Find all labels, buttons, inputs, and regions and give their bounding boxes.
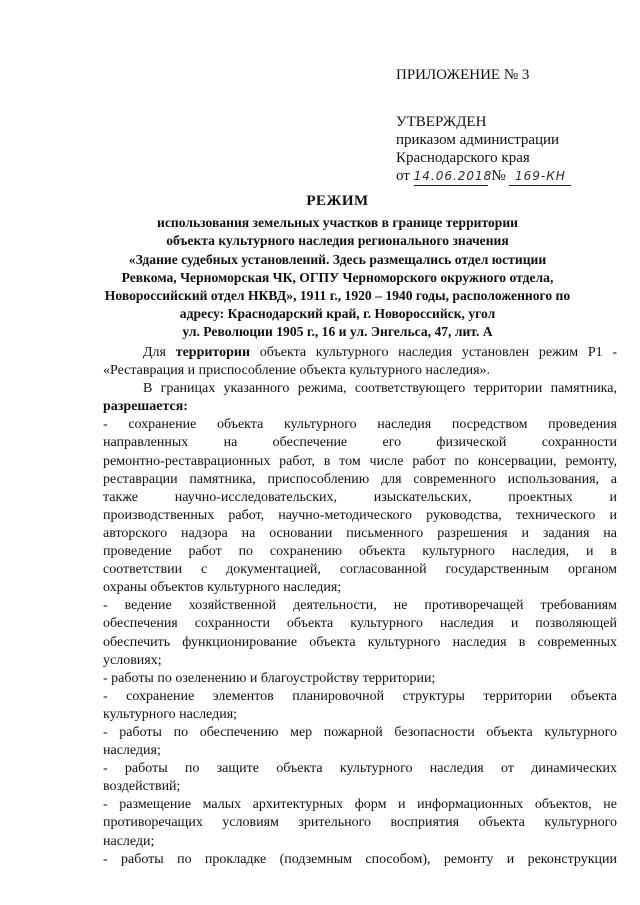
- list-line: культурного наследия;: [103, 706, 238, 722]
- list-line: производственных работ, научно-методического руководства, технического и: [103, 507, 617, 523]
- list-line: - работы по озеленению и благоустройству территории;: [103, 670, 436, 686]
- paragraph-line: В границах указанного режима, соответствующего территории памятника,: [143, 381, 617, 397]
- title-line: Новороссийский отдел НКВД», 1911 г., 1920 – 1940 годы, расположенного по: [104, 288, 571, 304]
- approval-line-2: Краснодарского края: [396, 150, 530, 166]
- title-line: адресу: Краснодарский край, г. Новороссийск, угол: [179, 306, 496, 322]
- list-line: воздействий;: [103, 779, 181, 795]
- list-line: противоречащих условиям зрительного восприятия объекта культурного: [103, 815, 617, 831]
- document-title: [60, 192, 615, 342]
- list-line: условиях;: [103, 652, 162, 668]
- approval-line-1: приказом администрации: [396, 132, 560, 148]
- handwritten-number: 169-КН: [509, 167, 571, 186]
- handwritten-date: 14.06.2018: [414, 167, 488, 186]
- list-line: - ведение хозяйственной деятельности, не противоречащей требованиям: [103, 598, 617, 614]
- list-line: - сохранение элементов планировочной структуры территории объекта: [103, 688, 617, 704]
- list-line: - работы по обеспечению мер пожарной безопасности объекта культурного: [103, 724, 617, 740]
- list-line: - сохранение объекта культурного наследия посредством проведения: [103, 417, 617, 433]
- text-run: объекта культурного наследия установлен режим Р1 -: [250, 345, 617, 360]
- title-line: Ревкома, Черноморская ЧК, ОГПУ Черноморского окружного отдела,: [121, 269, 554, 285]
- paragraph-line: [103, 398, 617, 416]
- list-line: соответствии с документацией, согласованной государственным органом: [103, 562, 617, 578]
- list-line: реставрации памятника, приспособлению для современного использования, а: [103, 471, 617, 487]
- list-line: охраны объектов культурного наследия;: [103, 580, 342, 596]
- list-line: ремонтно-реставрационных работ, в том числе работ по консервации, ремонту,: [103, 453, 617, 469]
- list-line: обеспечить функционирование объекта культурного наследия в современных: [103, 634, 617, 650]
- list-line: обеспечения сохранности объекта культурного наследия и позволяющей: [103, 616, 617, 632]
- approved-label: УТВЕРЖДЕН: [396, 114, 487, 130]
- from-label: от: [396, 168, 410, 184]
- number-label: №: [491, 168, 506, 184]
- text-run: Для: [143, 345, 176, 360]
- list-line: наследи;: [103, 833, 155, 849]
- list-line: направленных на обеспечение его физической сохранности: [103, 435, 617, 451]
- approval-block: [396, 66, 632, 186]
- list-line: - работы по защите объекта культурного наследия от динамических: [103, 761, 617, 777]
- order-line: [396, 167, 632, 186]
- bold-term: территории: [175, 345, 251, 360]
- title-heading: РЕЖИМ: [306, 193, 369, 209]
- title-line: ул. Революции 1905 г., 16 и ул. Энгельса, 47, лит. А: [182, 324, 493, 340]
- list-line: - работы по прокладке (подземным способом), ремонту и реконструкции: [103, 851, 617, 867]
- list-line: проведение работ по сохранению объекта культурного наследия, и в: [103, 544, 617, 560]
- list-line: также научно-исследовательских, изыскательских, проектных и: [103, 489, 617, 505]
- bold-term: разрешается:: [103, 399, 188, 415]
- list-line: наследия;: [103, 743, 161, 759]
- title-line: «Здание судебных установлений. Здесь размещались отдел юстиции: [128, 251, 547, 267]
- list-line: - размещение малых архитектурных форм и информационных объектов, не: [103, 797, 617, 813]
- list-line: авторского надзора на основании письменного разрешения и задания на: [103, 525, 617, 541]
- title-line: объекта культурного наследия регионального значения: [166, 233, 509, 249]
- appendix-label: ПРИЛОЖЕНИЕ № 3: [396, 67, 530, 83]
- document-body: [103, 344, 617, 869]
- paragraph-line: [103, 344, 617, 362]
- title-line: использования земельных участков в границе территории: [157, 215, 518, 231]
- paragraph-line: «Реставрация и приспособление объекта культурного наследия».: [103, 363, 491, 379]
